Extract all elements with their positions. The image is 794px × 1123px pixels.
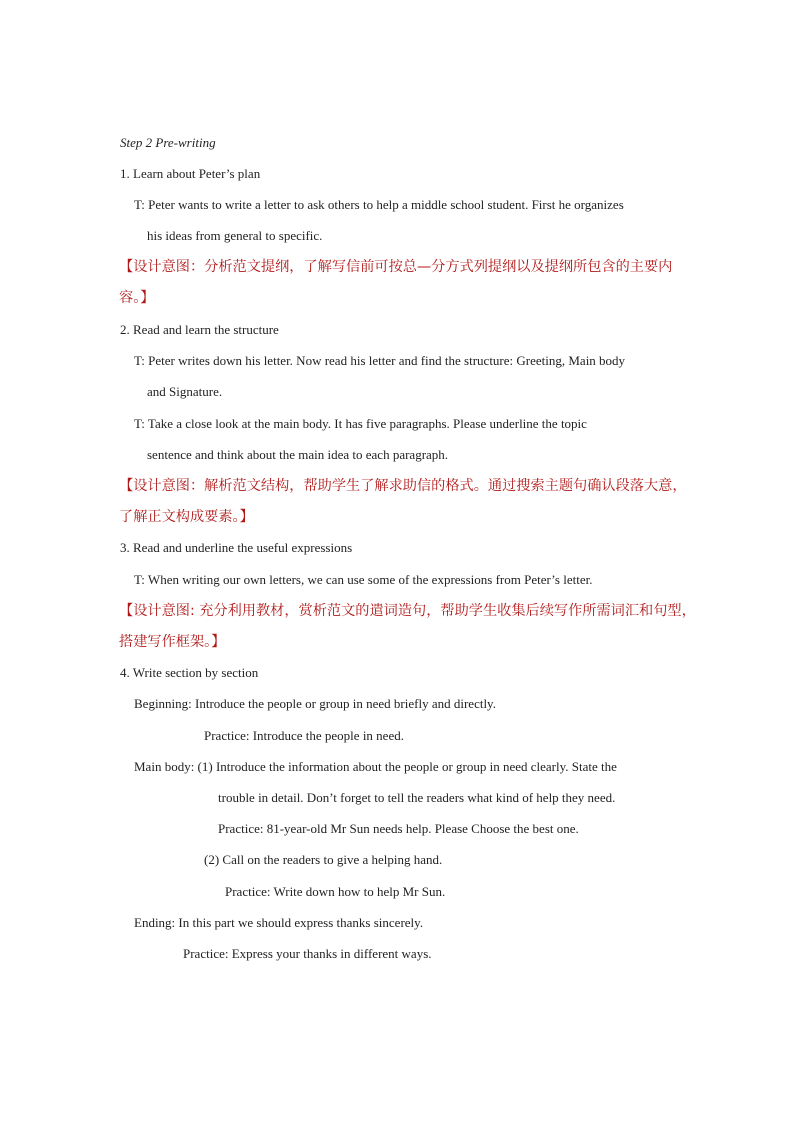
section-1-design-note-line-1: 【设计意图：分析范文提纲，了解写信前可按总—分方式列提纲以及提纲所包含的主要内 [119, 259, 673, 275]
section-4-main-body-2: (2) Call on the readers to give a helping hand. [204, 852, 443, 867]
section-4-ending: Ending: In this part we should express thanks sincerely. [134, 915, 424, 930]
section-2-teacher-2-line-2: sentence and think about the main idea to each paragraph. [147, 447, 449, 462]
section-4-main-body-2-practice: Practice: Write down how to help Mr Sun. [225, 884, 446, 899]
section-3-teacher-line-1: T: When writing our own letters, we can use some of the expressions from Peter’s letter. [134, 572, 593, 587]
section-2-heading: 2. Read and learn the structure [120, 322, 279, 337]
section-4-main-body-1-practice: Practice: 81-year-old Mr Sun needs help. Please Choose the best one. [218, 821, 579, 836]
section-1-heading: 1. Learn about Peter’s plan [120, 166, 261, 181]
section-1-teacher-line-2: his ideas from general to specific. [147, 228, 323, 243]
step-title: Step 2 Pre-writing [120, 135, 216, 150]
section-4-main-body-1: Main body: (1) Introduce the information about the people or group in need clearly. State the [134, 759, 617, 774]
section-2-teacher-2-line-1: T: Take a close look at the main body. It has five paragraphs. Please underline the topic [134, 416, 587, 431]
section-4-ending-practice: Practice: Express your thanks in different ways. [183, 946, 432, 961]
section-1-teacher-line-1: T: Peter wants to write a letter to ask others to help a middle school student. First he organizes [134, 197, 624, 212]
section-3-design-note-line-2: 搭建写作框架。】 [119, 634, 226, 650]
section-4-main-body-1-continued: trouble in detail. Don’t forget to tell the readers what kind of help they need. [218, 790, 616, 805]
section-4-heading: 4. Write section by section [120, 665, 259, 680]
section-3-design-note-line-1: 【设计意图: 充分利用教材，赏析范文的遣词造句，帮助学生收集后续写作所需词汇和句型， [119, 603, 696, 619]
section-4-beginning: Beginning: Introduce the people or group in need briefly and directly. [134, 696, 496, 711]
section-2-teacher-1-line-1: T: Peter writes down his letter. Now read his letter and find the structure: Greeting, Main body [134, 353, 626, 368]
section-3-heading: 3. Read and underline the useful expressions [120, 540, 353, 555]
section-4-beginning-practice: Practice: Introduce the people in need. [204, 728, 404, 743]
section-2-design-note-line-1: 【设计意图：解析范文结构，帮助学生了解求助信的格式。通过搜索主题句确认段落大意， [119, 478, 687, 494]
section-2-teacher-1-line-2: and Signature. [147, 384, 223, 399]
section-1-design-note-line-2: 容。】 [119, 290, 155, 306]
section-2-design-note-line-2: 了解正文构成要素。】 [119, 509, 254, 525]
